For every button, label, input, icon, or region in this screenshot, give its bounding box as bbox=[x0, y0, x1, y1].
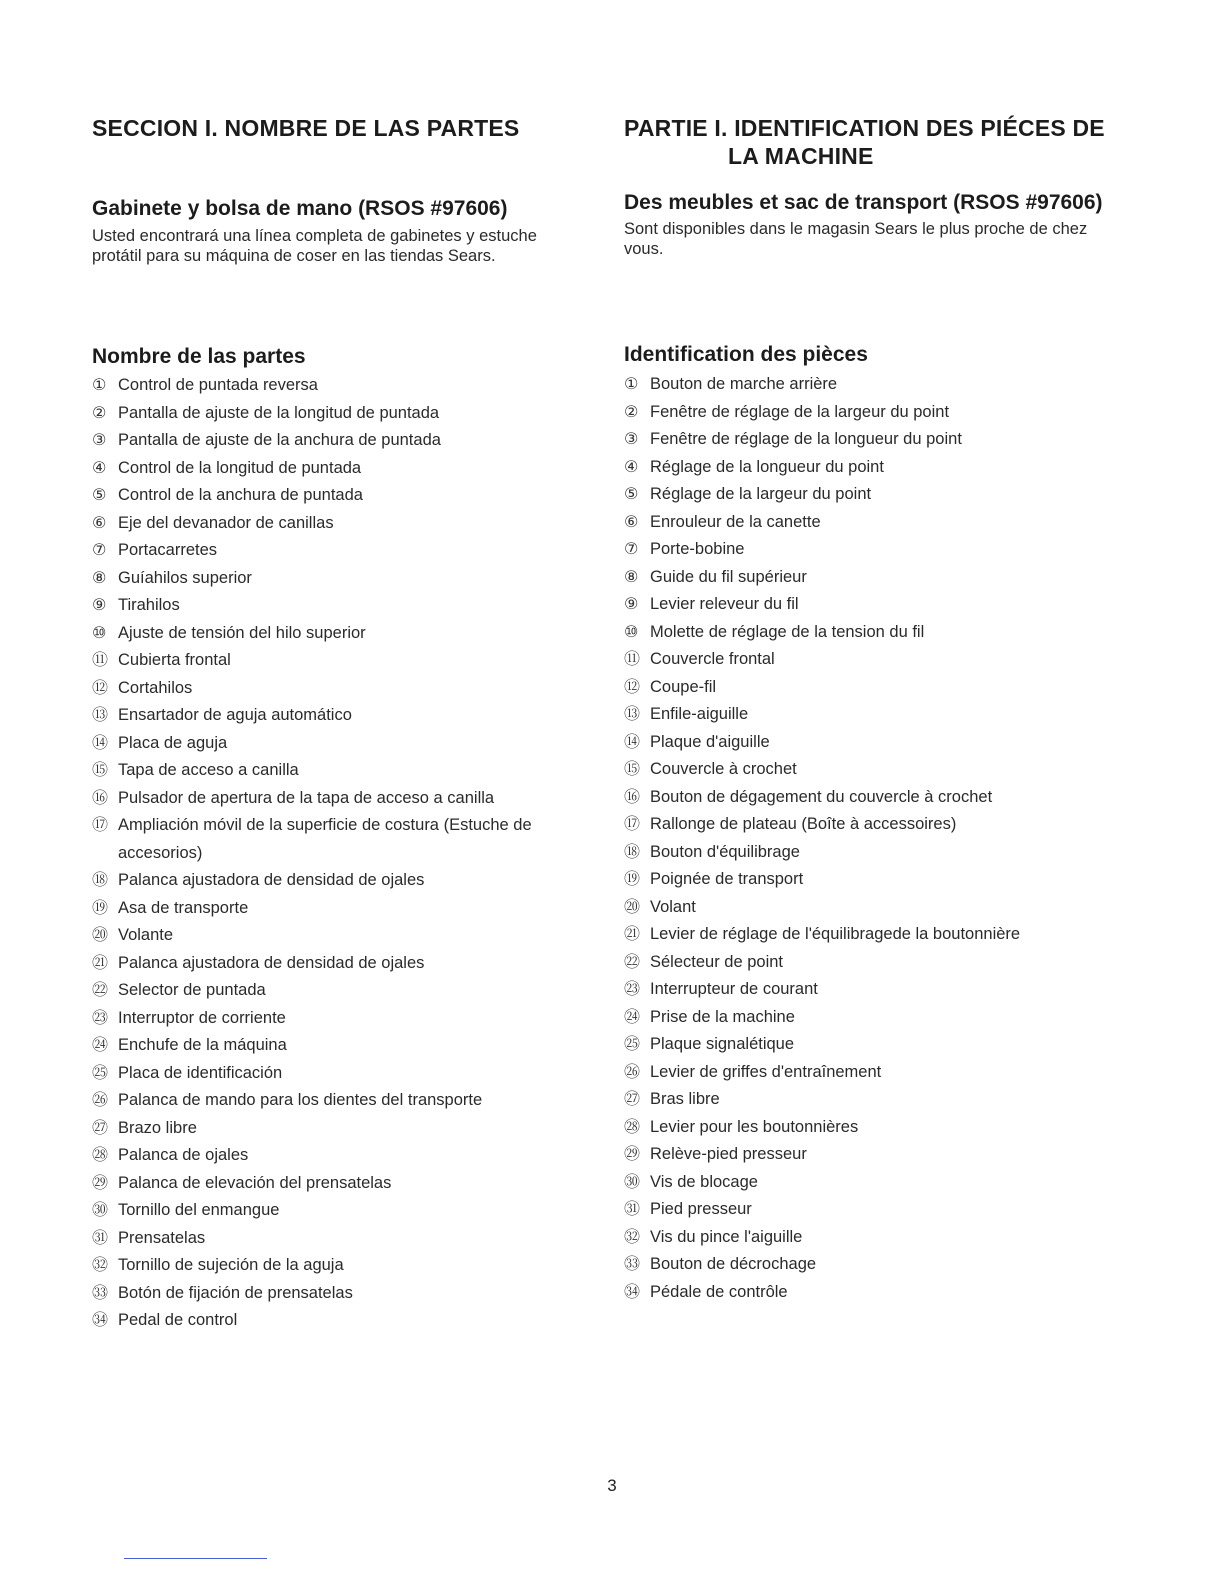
item-number: ㉞ bbox=[92, 1312, 109, 1329]
list-item bbox=[92, 620, 582, 648]
item-number: ㉝ bbox=[92, 1284, 109, 1302]
item-label: Prise de la machine bbox=[650, 1007, 795, 1026]
item-label: Bouton d'équilibrage bbox=[650, 842, 800, 861]
spanish-parts-title: Nombre de las partes bbox=[92, 345, 306, 368]
item-label: Brazo libre bbox=[118, 1118, 197, 1137]
item-label: Control de puntada reversa bbox=[118, 376, 318, 394]
item-number: ② bbox=[624, 403, 639, 421]
item-number: ㉚ bbox=[624, 1173, 641, 1191]
item-label: Asa de transporte bbox=[118, 898, 249, 917]
item-number: ⑯ bbox=[624, 788, 641, 806]
item-label: Couvercle à crochet bbox=[650, 760, 797, 778]
list-item bbox=[624, 949, 1124, 977]
item-label: Ensartador de aguja automático bbox=[118, 706, 352, 724]
item-label: Cortahilos bbox=[118, 678, 193, 697]
list-item bbox=[624, 1004, 1124, 1032]
list-item bbox=[92, 455, 582, 483]
item-number: ㉞ bbox=[624, 1283, 641, 1301]
item-number: ⑥ bbox=[624, 513, 639, 531]
item-label: Prensatelas bbox=[118, 1228, 206, 1247]
item-label: Interrupteur de courant bbox=[650, 980, 818, 998]
item-number: ⑬ bbox=[624, 706, 641, 723]
item-label: Pantalla de ajuste de la anchura de puntada bbox=[118, 431, 441, 449]
item-label: Guíahilos superior bbox=[118, 568, 252, 587]
item-label: Plaque signalétique bbox=[650, 1035, 795, 1053]
item-number: ㉓ bbox=[92, 1009, 109, 1027]
item-number: ㉘ bbox=[624, 1118, 641, 1136]
item-number: ㉛ bbox=[92, 1229, 109, 1247]
list-item bbox=[624, 674, 1124, 702]
list-item bbox=[92, 785, 582, 813]
item-number: ⑲ bbox=[624, 871, 641, 888]
list-item bbox=[92, 1060, 582, 1088]
list-item bbox=[624, 921, 1124, 949]
item-number: ㉜ bbox=[624, 1228, 641, 1246]
list-item bbox=[624, 1114, 1124, 1142]
item-label: Bouton de dégagement du couvercle à crochet bbox=[650, 787, 993, 806]
item-label: Palanca de mando para los dientes del transporte bbox=[118, 1091, 483, 1109]
footer-rule bbox=[124, 1558, 267, 1559]
item-number: ⑨ bbox=[92, 597, 107, 614]
item-label: Bras libre bbox=[650, 1090, 720, 1108]
list-item bbox=[624, 894, 1124, 922]
item-number: ㉜ bbox=[92, 1257, 109, 1274]
item-label: Plaque d'aiguille bbox=[650, 732, 770, 751]
item-label: Control de la longitud de puntada bbox=[118, 458, 362, 477]
item-number: ⑩ bbox=[624, 623, 639, 641]
item-number: ㉓ bbox=[624, 981, 641, 998]
item-number: ⑭ bbox=[624, 733, 641, 751]
list-item bbox=[624, 1251, 1124, 1279]
item-number: ㉗ bbox=[92, 1119, 109, 1137]
item-number: ㉑ bbox=[624, 926, 641, 943]
item-label: Vis du pince l'aiguille bbox=[650, 1227, 803, 1246]
item-label: Palanca de elevación del prensatelas bbox=[118, 1173, 392, 1192]
item-number: ㉔ bbox=[92, 1037, 109, 1054]
list-item bbox=[92, 537, 582, 565]
item-number: ④ bbox=[92, 459, 107, 477]
list-item bbox=[92, 977, 582, 1005]
list-item bbox=[92, 592, 582, 620]
item-number: ㉙ bbox=[624, 1146, 641, 1163]
list-item bbox=[624, 426, 1124, 454]
item-number: ⑱ bbox=[92, 872, 109, 889]
item-label: Placa de identificación bbox=[118, 1063, 283, 1082]
item-label: Portacarretes bbox=[118, 541, 218, 559]
item-label: Couvercle frontal bbox=[650, 650, 775, 668]
item-number: ⑬ bbox=[92, 707, 109, 724]
list-item bbox=[92, 1252, 582, 1280]
list-item bbox=[92, 812, 582, 867]
item-number: ① bbox=[92, 377, 107, 394]
item-number: ⑰ bbox=[92, 817, 109, 834]
item-number: ㉖ bbox=[624, 1063, 641, 1081]
item-label: Bouton de décrochage bbox=[650, 1255, 817, 1273]
item-number: ⑪ bbox=[624, 651, 641, 668]
item-label: Pédale de contrôle bbox=[650, 1282, 788, 1301]
list-item bbox=[624, 371, 1124, 399]
list-item bbox=[624, 399, 1124, 427]
list-item bbox=[624, 839, 1124, 867]
item-label: Pulsador de apertura de la tapa de acceso a canilla bbox=[118, 788, 495, 807]
item-label: Placa de aguja bbox=[118, 733, 228, 752]
item-label: Levier releveur du fil bbox=[650, 595, 799, 613]
item-label: Vis de blocage bbox=[650, 1172, 758, 1191]
item-label: Eje del devanador de canillas bbox=[118, 513, 334, 532]
item-label: Ajuste de tensión del hilo superior bbox=[118, 623, 366, 642]
list-item bbox=[92, 675, 582, 703]
item-number: ⑳ bbox=[624, 898, 641, 916]
item-number: ② bbox=[92, 404, 107, 422]
french-section-title-line1: PARTIE I. IDENTIFICATION DES PIÉCES DE bbox=[624, 115, 1105, 141]
item-label: Levier pour les boutonnières bbox=[650, 1117, 859, 1136]
item-label: Tapa de acceso a canilla bbox=[118, 761, 299, 779]
item-number: ③ bbox=[92, 432, 107, 449]
list-item bbox=[92, 757, 582, 785]
page-number: 3 bbox=[607, 1476, 617, 1495]
item-label: Volante bbox=[118, 926, 174, 944]
item-number: ⑧ bbox=[624, 568, 639, 586]
list-item bbox=[92, 1142, 582, 1170]
item-number: ㉖ bbox=[92, 1092, 109, 1109]
list-item bbox=[624, 564, 1124, 592]
item-number: ⑨ bbox=[624, 596, 639, 613]
list-item bbox=[92, 400, 582, 428]
list-item bbox=[624, 481, 1124, 509]
list-item bbox=[92, 427, 582, 455]
item-label: Poignée de transport bbox=[650, 870, 804, 888]
item-label: Fenêtre de réglage de la longueur du point bbox=[650, 430, 962, 448]
item-label: Volant bbox=[650, 897, 696, 916]
list-item bbox=[92, 372, 582, 400]
item-number: ㉙ bbox=[92, 1174, 109, 1192]
list-item bbox=[624, 619, 1124, 647]
list-item bbox=[624, 1031, 1124, 1059]
list-item bbox=[92, 1307, 582, 1335]
list-item bbox=[92, 950, 582, 978]
item-number: ③ bbox=[624, 431, 639, 448]
list-item bbox=[92, 1197, 582, 1225]
item-label: Pedal de control bbox=[118, 1311, 238, 1329]
list-item bbox=[92, 702, 582, 730]
item-label: Réglage de la longueur du point bbox=[650, 457, 884, 476]
french-section-title bbox=[624, 114, 1124, 170]
item-number: ⑫ bbox=[624, 678, 641, 696]
item-number: ⑫ bbox=[92, 679, 109, 697]
list-item bbox=[92, 922, 582, 950]
item-label: Molette de réglage de la tension du fil bbox=[650, 622, 925, 641]
item-number: ⑮ bbox=[92, 762, 109, 779]
item-number: ⑮ bbox=[624, 761, 641, 778]
item-number: ㉛ bbox=[624, 1201, 641, 1218]
item-label: Botón de fijación de prensatelas bbox=[118, 1283, 353, 1302]
list-item bbox=[624, 1196, 1124, 1224]
list-item bbox=[624, 976, 1124, 1004]
item-label: Selector de puntada bbox=[118, 981, 266, 999]
item-label: Tornillo de sujeción de la aguja bbox=[118, 1256, 344, 1274]
item-number: ④ bbox=[624, 458, 639, 476]
item-number: ⑤ bbox=[624, 486, 639, 503]
item-number: ⑳ bbox=[92, 927, 109, 944]
item-number: ⑦ bbox=[92, 542, 107, 559]
item-number: ㉘ bbox=[92, 1147, 109, 1164]
item-number: ⑩ bbox=[92, 624, 107, 642]
spanish-parts-list bbox=[92, 372, 582, 1335]
french-cabinet-text: Sont disponibles dans le magasin Sears le plus proche de chez vous. bbox=[624, 220, 1088, 258]
list-item bbox=[92, 1225, 582, 1253]
spanish-section-title: SECCION I. NOMBRE DE LAS PARTES bbox=[92, 115, 520, 141]
item-number: ㉚ bbox=[92, 1202, 109, 1219]
item-label: Levier de réglage de l'équilibragede la boutonnière bbox=[650, 925, 1021, 943]
list-item bbox=[624, 1169, 1124, 1197]
item-number: ⑱ bbox=[624, 843, 641, 861]
list-item bbox=[92, 565, 582, 593]
item-number: ⑤ bbox=[92, 487, 107, 504]
list-item bbox=[624, 646, 1124, 674]
item-label: Cubierta frontal bbox=[118, 651, 231, 669]
item-number: ㉗ bbox=[624, 1091, 641, 1108]
item-label: Palanca ajustadora de densidad de ojales bbox=[118, 871, 425, 889]
french-section-title-line2: LA MACHINE bbox=[728, 143, 874, 169]
french-parts-list bbox=[624, 371, 1124, 1306]
item-number: ㉑ bbox=[92, 954, 109, 972]
list-item bbox=[624, 1279, 1124, 1307]
list-item bbox=[92, 1280, 582, 1308]
item-number: ⑧ bbox=[92, 569, 107, 587]
item-number: ⑪ bbox=[92, 652, 109, 669]
list-item bbox=[624, 866, 1124, 894]
item-label: Palanca ajustadora de densidad de ojales bbox=[118, 953, 425, 972]
spanish-cabinet-title: Gabinete y bolsa de mano (RSOS #97606) bbox=[92, 197, 508, 220]
item-label: Coupe-fil bbox=[650, 677, 717, 696]
french-cabinet-title: Des meubles et sac de transport (RSOS #97606) bbox=[624, 191, 1103, 214]
item-label: Bouton de marche arrière bbox=[650, 375, 838, 393]
item-label: Interruptor de corriente bbox=[118, 1008, 286, 1027]
list-item bbox=[92, 1087, 582, 1115]
item-label: Réglage de la largeur du point bbox=[650, 485, 872, 503]
list-item bbox=[624, 701, 1124, 729]
item-label: Porte-bobine bbox=[650, 540, 745, 558]
item-number: ㉒ bbox=[92, 982, 109, 999]
list-item bbox=[624, 1059, 1124, 1087]
item-number: ⑥ bbox=[92, 514, 107, 532]
item-label: Relève-pied presseur bbox=[650, 1145, 807, 1163]
item-number: ⑭ bbox=[92, 734, 109, 752]
item-number: ⑦ bbox=[624, 541, 639, 558]
item-label: Pied presseur bbox=[650, 1200, 752, 1218]
list-item bbox=[92, 1005, 582, 1033]
list-item bbox=[624, 454, 1124, 482]
item-label: Pantalla de ajuste de la longitud de puntada bbox=[118, 403, 440, 422]
list-item bbox=[624, 811, 1124, 839]
list-item bbox=[92, 510, 582, 538]
list-item bbox=[92, 1032, 582, 1060]
item-number: ㉕ bbox=[624, 1036, 641, 1053]
item-label: Control de la anchura de puntada bbox=[118, 486, 363, 504]
list-item bbox=[624, 1086, 1124, 1114]
list-item bbox=[92, 647, 582, 675]
item-label: Tornillo del enmangue bbox=[118, 1201, 280, 1219]
item-label: Levier de griffes d'entraînement bbox=[650, 1062, 882, 1081]
item-number: ① bbox=[624, 376, 639, 393]
item-label: Sélecteur de point bbox=[650, 952, 784, 971]
item-number: ㉕ bbox=[92, 1064, 109, 1082]
item-number: ㉒ bbox=[624, 953, 641, 971]
item-number: ⑰ bbox=[624, 816, 641, 833]
list-item bbox=[92, 867, 582, 895]
list-item bbox=[92, 1115, 582, 1143]
item-number: ㉔ bbox=[624, 1008, 641, 1026]
french-parts-title: Identification des pièces bbox=[624, 343, 868, 366]
list-item bbox=[624, 1141, 1124, 1169]
item-number: ⑯ bbox=[92, 789, 109, 807]
list-item bbox=[624, 509, 1124, 537]
list-item bbox=[624, 729, 1124, 757]
list-item bbox=[624, 756, 1124, 784]
list-item bbox=[92, 482, 582, 510]
item-label: Enfile-aiguille bbox=[650, 705, 749, 723]
item-label: Enchufe de la máquina bbox=[118, 1036, 287, 1054]
item-label: Enrouleur de la canette bbox=[650, 512, 821, 531]
list-item bbox=[624, 1224, 1124, 1252]
item-label: Tirahilos bbox=[118, 596, 180, 614]
item-label: Palanca de ojales bbox=[118, 1146, 249, 1164]
list-item bbox=[92, 895, 582, 923]
item-label: Rallonge de plateau (Boîte à accessoires) bbox=[650, 815, 957, 833]
list-item bbox=[624, 784, 1124, 812]
list-item bbox=[624, 536, 1124, 564]
item-label: Ampliación móvil de la superficie de costura (Estuche de accesorios) bbox=[118, 816, 532, 862]
item-label: Guide du fil supérieur bbox=[650, 567, 807, 586]
item-number: ⑲ bbox=[92, 899, 109, 917]
item-label: Fenêtre de réglage de la largeur du point bbox=[650, 402, 950, 421]
list-item bbox=[92, 730, 582, 758]
spanish-cabinet-text: Usted encontrará una línea completa de gabinetes y estuche protátil para su máquina de coser en las tiendas Sears. bbox=[92, 227, 537, 265]
item-number: ㉝ bbox=[624, 1256, 641, 1273]
list-item bbox=[624, 591, 1124, 619]
list-item bbox=[92, 1170, 582, 1198]
